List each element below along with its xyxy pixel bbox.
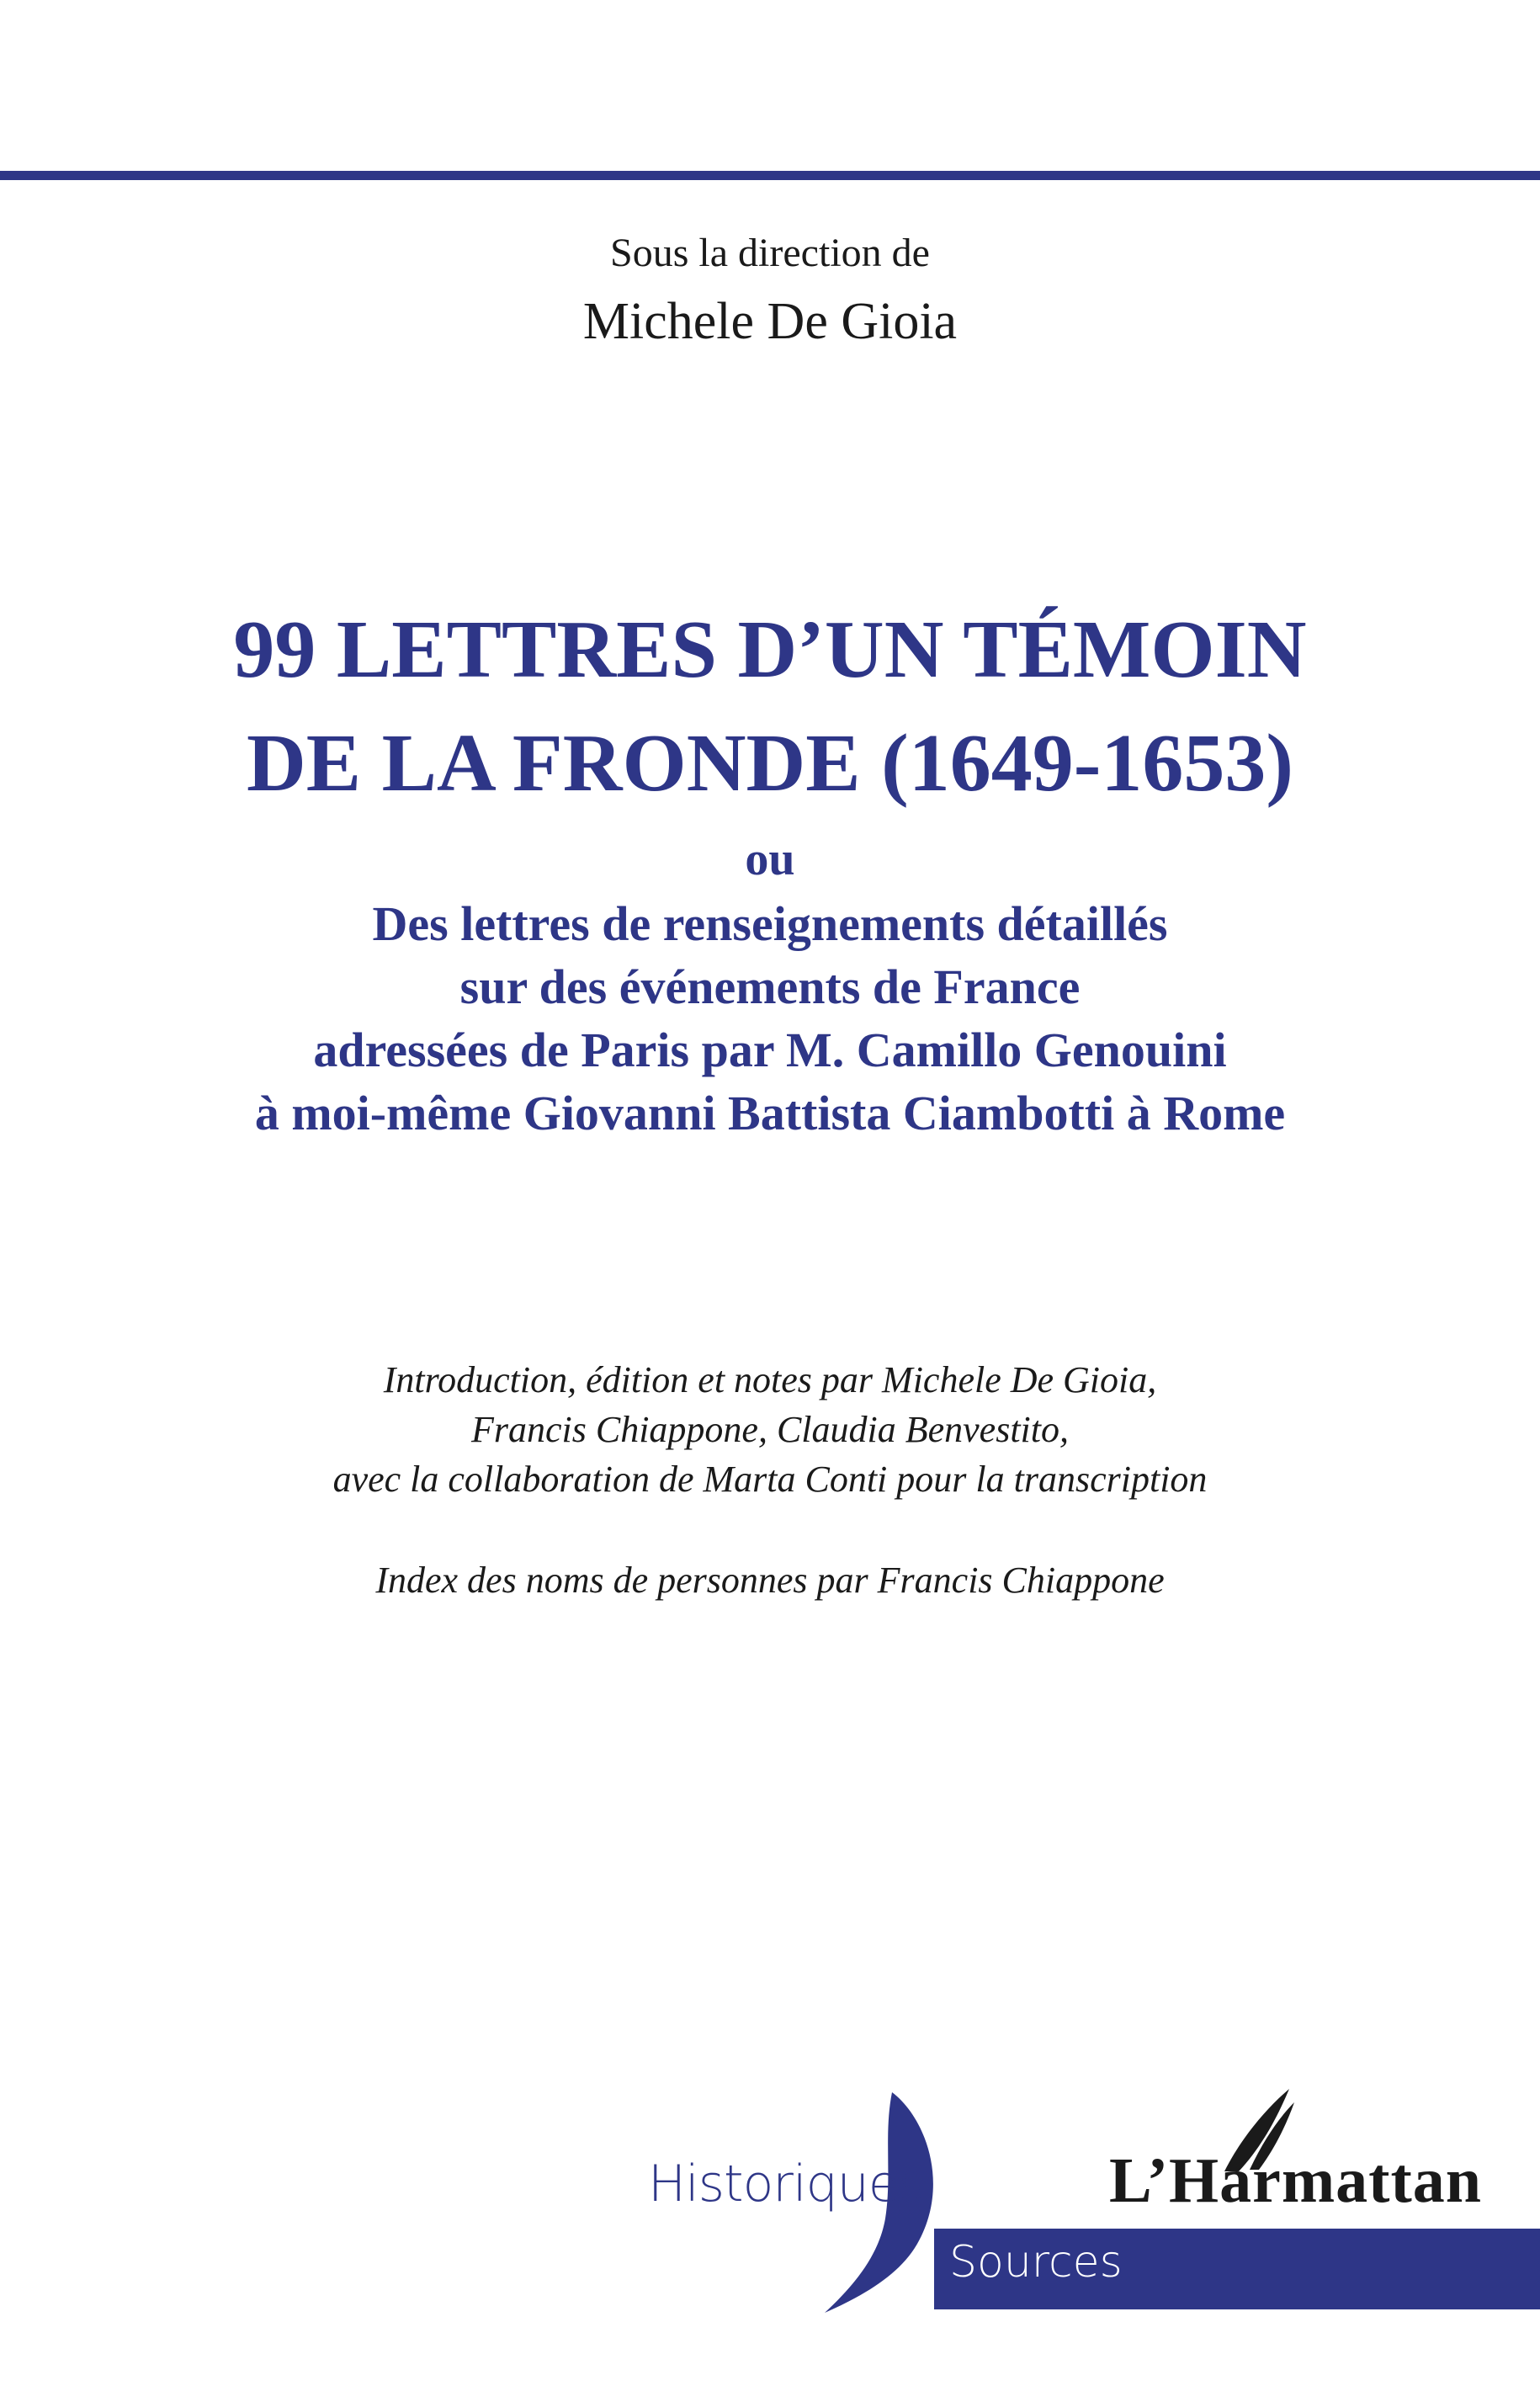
direction-label: Sous la direction de [610,231,930,275]
collection-subname: Sources [949,2237,1123,2288]
title-line: DE LA FRONDE (1649-1653) [246,718,1294,809]
subtitle-line: adressées de Paris par M. Camillo Genouini [313,1023,1227,1077]
or-connector: ou [745,833,795,885]
credits-line: avec la collaboration de Marta Conti pour la transcription [332,1459,1208,1500]
subtitle-line: Des lettres de renseignements détaillés [372,896,1168,951]
subtitle-line: à moi-même Giovanni Battista Ciambotti à Rome [254,1086,1286,1140]
editor-name: Michele De Gioia [582,293,958,350]
top-rule [0,171,1540,180]
index-credit: Index des noms de personnes par Francis Chiappone [375,1560,1165,1601]
credits-line: Francis Chiappone, Claudia Benvestito, [470,1409,1070,1450]
publisher-name: L’Harmattan [1109,2145,1483,2216]
collection-name: Historiques [648,2155,924,2213]
subtitle-line: sur des événements de France [459,959,1081,1014]
book-title [0,593,1540,821]
credits [0,1355,1540,1504]
title-line: 99 LETTRES D’UN TÉMOIN [233,604,1307,695]
book-subtitle [0,892,1540,1145]
credits-line: Introduction, édition et notes par Michele De Gioia, [383,1359,1157,1400]
